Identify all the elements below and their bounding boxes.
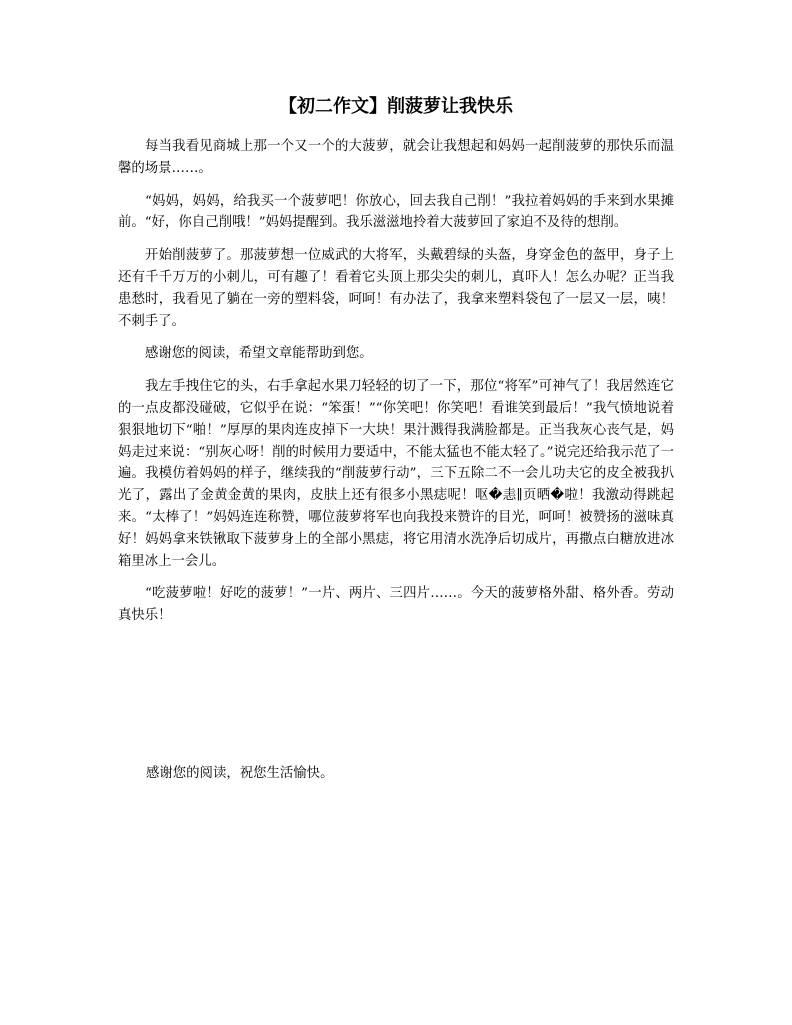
paragraph-thanks: 感谢您的阅读，希望文章能帮助到您。 — [145, 346, 373, 362]
paragraph-intro: 每当我看见商城上那一个又一个的大菠萝，就会让我想起和妈妈一起削菠萝的那快乐而温馨的场景……。 — [118, 139, 674, 176]
paragraph-buying: “妈妈，妈妈，给我买一个菠萝吧！你放心，回去我自己削！”我拉着妈妈的手来到水果摊前。“好，你自己削哦！”妈妈提醒到。我乐滋滋地拎着大菠萝回了家迫不及待的想削。 — [118, 193, 674, 231]
closing-note: 感谢您的阅读，祝您生活愉快。 — [146, 766, 334, 781]
page-title: 【初二作文】削菠萝让我快乐 — [279, 96, 513, 117]
paragraph-start-peeling: 开始削菠萝了。那菠萝想一位威武的大将军，头戴碧绿的头盔，身穿金色的盔甲，身子上还有千千万万的小刺儿，可有趣了！看着它头顶上那尖尖的刺儿，真吓人！怎么办呢？正当我患愁时，我看见了躺在一旁的塑料袋，呵呵！有办法了，我拿来塑料袋包了一层又一层，咦！不刺手了。 — [118, 248, 674, 329]
paragraph-ending: “吃菠萝啦！好吃的菠萝！”一片、两片、三四片……。今天的菠萝格外甜、格外香。劳动真快乐！ — [118, 586, 674, 624]
article-body — [118, 136, 674, 638]
paragraph-cutting: 我左手拽住它的头，右手拿起水果刀轻轻的切了一下，那位“将军”可神气了！我居然连它的一点皮都没碰破，它似乎在说：“笨蛋！”“你笑吧！你笑吧！看谁笑到最后！”我气愤地说着狠狠地切下“啪！”厚厚的果肉连皮掉下一大块！果汁溅得我满脸都是。正当我灰心丧气是，妈妈走过来说：“别灰心呀！削的时候用力要适中，不能太猛也不能太轻了。”说完还给我示范了一遍。我模仿着妈妈的样子，继续我的“削菠萝行动”，三下五除二不一会儿功夫它的皮全被我扒光了，露出了金黄金黄的果肉，皮肤上还有很多小黑痣呢！呕�恚∥页晒�啦！我激动得跳起来。“太棒了！”妈妈连连称赞，哪位菠萝将军也向我投来赞许的目光，呵呵！被赞扬的滋味真好！妈妈拿来铁锹取下菠萝身上的全部小黑痣，将它用清水洗净后切成片，再撒点白糖放进冰箱里冰上一会儿。 — [118, 379, 675, 569]
